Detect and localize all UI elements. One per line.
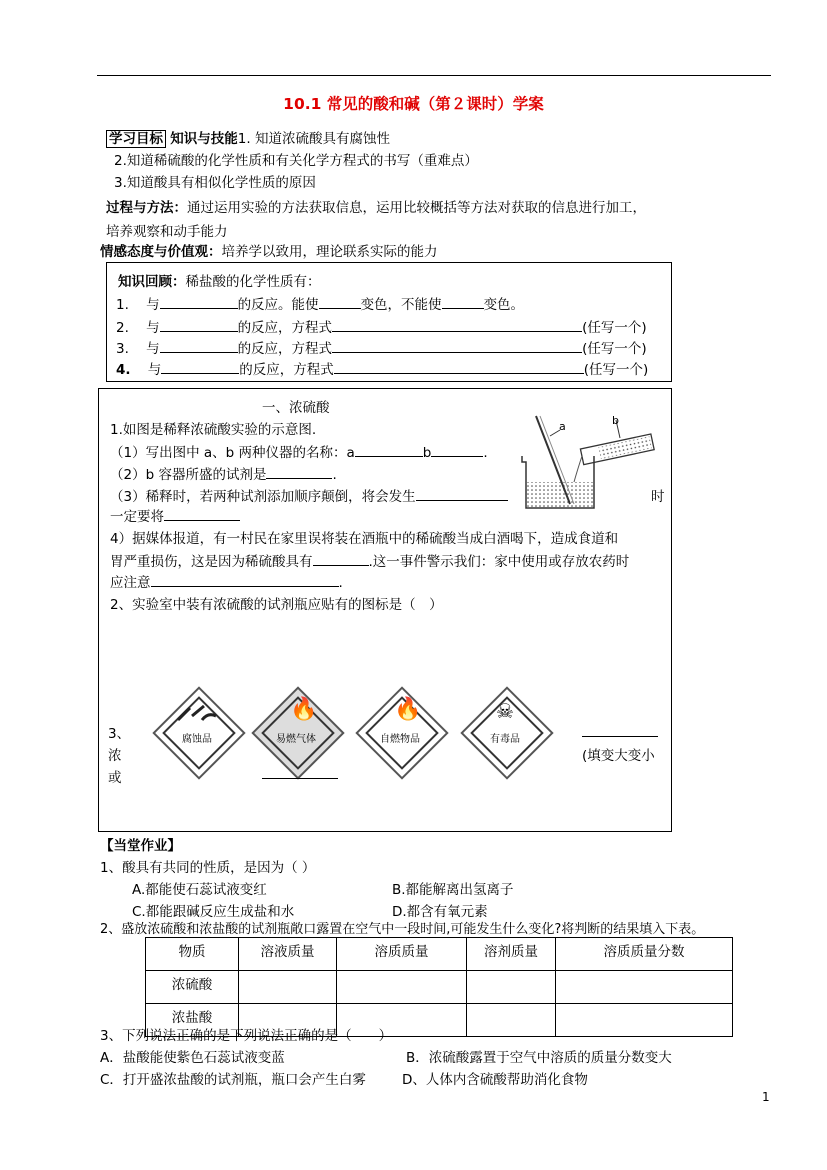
table-header-row bbox=[146, 938, 733, 971]
toxic-icon: ☠ bbox=[496, 699, 514, 723]
objectives-line1 bbox=[106, 127, 390, 147]
objective-1: 1. 知道浓硫酸具有腐蚀性 bbox=[237, 131, 390, 147]
hw-q1-option-c[interactable]: C.都能跟碱反应生成盐和水 bbox=[132, 904, 295, 920]
objective-2: 2.知道稀硫酸的化学性质和有关化学方程式的书写（重难点） bbox=[114, 153, 478, 169]
q4-text: .这一事件警示我们：家中使用或存放农药时 bbox=[368, 554, 630, 570]
item-text: (任写一个) bbox=[582, 320, 647, 336]
blank[interactable] bbox=[164, 506, 240, 521]
q4-text: 应注意 bbox=[110, 575, 151, 591]
dilution-diagram bbox=[514, 412, 664, 512]
page-number: 1 bbox=[762, 1090, 770, 1104]
table-header: 溶剂质量 bbox=[467, 938, 556, 971]
item-num: 1. bbox=[116, 297, 129, 313]
q1-3 bbox=[110, 485, 508, 505]
item-text: 的反应。能使 bbox=[237, 297, 319, 313]
blank[interactable] bbox=[161, 359, 239, 374]
blank[interactable] bbox=[160, 338, 238, 353]
hw-q1-option-b[interactable]: B.都能解离出氢离子 bbox=[392, 882, 514, 898]
q3-line2-end: (填变大变小 bbox=[582, 748, 655, 764]
change-table bbox=[145, 937, 733, 1037]
q1-3b-text: 一定要将 bbox=[110, 509, 164, 525]
hw-q3-option-d[interactable]: D、人体内含硫酸帮助消化食物 bbox=[402, 1072, 588, 1088]
hw-q3: 3、下列说法正确的是下列说法正确的是（ ） bbox=[100, 1028, 393, 1044]
item-text: 与 bbox=[146, 297, 160, 313]
objectives-box-label: 学习目标 bbox=[106, 130, 166, 148]
blank[interactable] bbox=[355, 442, 423, 457]
knowledge-label: 知识与技能 bbox=[170, 131, 238, 147]
q1-1: （1）写出图中 a、b 两种仪器的名称：a b . bbox=[110, 441, 488, 461]
blank[interactable] bbox=[160, 294, 238, 309]
label-a: a bbox=[559, 420, 566, 433]
blank[interactable] bbox=[442, 294, 484, 309]
blank[interactable] bbox=[416, 486, 508, 501]
q4-line2 bbox=[110, 550, 629, 570]
q1-2: （2）b 容器所盛的试剂是 . bbox=[110, 463, 337, 483]
blank[interactable] bbox=[313, 551, 369, 566]
sign-label: 自燃物品 bbox=[380, 734, 420, 745]
item-text: (任写一个) bbox=[582, 341, 647, 357]
hw-q3-option-c[interactable]: C．打开盛浓盐酸的试剂瓶，瓶口会产生白雾 bbox=[100, 1072, 366, 1088]
q2-text: 2、实验室中装有浓硫酸的试剂瓶应贴有的图标是（ ） bbox=[110, 597, 443, 613]
q1-3b bbox=[110, 505, 240, 525]
emotion-line bbox=[100, 240, 438, 260]
page-title: 10.1 常见的酸和碱（第２课时）学案 bbox=[283, 95, 544, 113]
item-text: 与 bbox=[147, 362, 162, 378]
table-row-label: 浓盐酸 bbox=[146, 1004, 239, 1037]
blank[interactable] bbox=[266, 464, 332, 479]
q1-1-b: b bbox=[422, 445, 432, 461]
review-intro bbox=[118, 270, 321, 290]
review-item-4 bbox=[116, 358, 648, 378]
spontaneous-combustion-icon: 🔥 bbox=[394, 697, 422, 722]
blank[interactable] bbox=[160, 317, 238, 332]
item-num: 4. bbox=[116, 362, 131, 378]
q4-line1: 4）据媒体报道，有一村民在家里误将装在酒瓶中的稀硫酸当成白酒喝下，造成食道和 bbox=[110, 531, 619, 547]
section1-heading: 一、浓硫酸 bbox=[262, 400, 330, 416]
review-intro-text: 稀盐酸的化学性质有： bbox=[185, 274, 321, 290]
blank[interactable] bbox=[334, 359, 584, 374]
item-num: 3. bbox=[116, 341, 129, 357]
table-cell[interactable] bbox=[556, 971, 733, 1004]
homework-heading: 【当堂作业】 bbox=[100, 838, 181, 854]
flammable-gas-icon: 🔥 bbox=[290, 697, 318, 722]
table-cell[interactable] bbox=[467, 1004, 556, 1037]
table-cell[interactable] bbox=[556, 1004, 733, 1037]
hw-q1-option-a[interactable]: A.都能使石蕊试液变红 bbox=[132, 882, 267, 898]
process-text2: 培养观察和动手能力 bbox=[106, 224, 228, 240]
item-text: 的反应，方程式 bbox=[237, 341, 333, 357]
table-row bbox=[146, 971, 733, 1004]
emotion-label: 情感态度与价值观： bbox=[100, 244, 222, 260]
blank[interactable] bbox=[582, 722, 658, 737]
sign-label: 有毒品 bbox=[490, 734, 520, 745]
process-line bbox=[106, 196, 646, 216]
q4-text: 胃严重损伤，这是因为稀硫酸具有 bbox=[110, 554, 313, 570]
blank[interactable] bbox=[431, 442, 483, 457]
q1-3-tail: 时 bbox=[651, 489, 665, 505]
objective-3: 3.知道酸具有相似化学性质的原因 bbox=[114, 175, 316, 191]
blank[interactable] bbox=[262, 764, 338, 779]
sign-label: 腐蚀品 bbox=[182, 734, 212, 745]
table-cell[interactable] bbox=[337, 971, 467, 1004]
q3-line3-start: 或 bbox=[108, 770, 122, 786]
hw-q3-option-a[interactable]: A．盐酸能使紫色石蕊试液变蓝 bbox=[100, 1050, 285, 1066]
table-header: 溶质质量 bbox=[337, 938, 467, 971]
q1-text: 1.如图是稀释浓硫酸实验的示意图. bbox=[110, 422, 317, 438]
item-text: 变色，不能使 bbox=[360, 297, 442, 313]
review-item-3 bbox=[116, 337, 647, 357]
corrosive-icon bbox=[172, 702, 222, 726]
item-text: (任写一个) bbox=[583, 362, 649, 378]
q3-blank-2 bbox=[262, 764, 338, 783]
q4-line3: 应注意 . bbox=[110, 571, 343, 591]
item-text: 的反应，方程式 bbox=[239, 362, 334, 378]
item-text: 与 bbox=[146, 341, 160, 357]
q3-line2-start: 浓 bbox=[108, 748, 122, 764]
review-item-2 bbox=[116, 316, 647, 336]
blank[interactable] bbox=[332, 317, 582, 332]
emotion-text: 培养学以致用，理论联系实际的能力 bbox=[221, 244, 438, 260]
item-num: 2. bbox=[116, 320, 129, 336]
table-cell[interactable] bbox=[467, 971, 556, 1004]
item-text: 与 bbox=[146, 320, 160, 336]
review-label: 知识回顾： bbox=[118, 274, 186, 290]
q3-start: 3、 bbox=[108, 726, 131, 742]
sign-label: 易燃气体 bbox=[276, 734, 316, 745]
hw-q2: 2、盛放浓硫酸和浓盐酸的试剂瓶敞口露置在空气中一段时间,可能发生什么变化?将判断的结果填入下表。 bbox=[100, 922, 705, 937]
q1-2-text: （2）b 容器所盛的试剂是 bbox=[110, 467, 267, 483]
table-cell[interactable] bbox=[239, 971, 337, 1004]
hw-q1-option-d[interactable]: D.都含有氧元素 bbox=[392, 904, 488, 920]
table-header: 物质 bbox=[146, 938, 239, 971]
label-b: b bbox=[612, 414, 619, 427]
top-rule bbox=[97, 75, 771, 76]
q1-1-text: （1）写出图中 a、b 两种仪器的名称：a bbox=[110, 445, 355, 461]
blank[interactable] bbox=[151, 572, 339, 587]
table-row-label: 浓硫酸 bbox=[146, 971, 239, 1004]
process-text: 通过运用实验的方法获取信息，运用比较概括等方法对获取的信息进行加工， bbox=[187, 200, 646, 216]
hw-q1: 1、酸具有共同的性质，是因为（ ） bbox=[100, 860, 316, 876]
item-text: 变色。 bbox=[483, 297, 525, 313]
process-label: 过程与方法： bbox=[106, 200, 187, 216]
table-header: 溶质质量分数 bbox=[556, 938, 733, 971]
q3-blank bbox=[582, 722, 658, 741]
blank[interactable] bbox=[319, 294, 361, 309]
blank[interactable] bbox=[332, 338, 582, 353]
item-text: 的反应，方程式 bbox=[237, 320, 333, 336]
q1-3-text: （3）稀释时，若两种试剂添加顺序颠倒，将会发生 bbox=[110, 489, 416, 505]
review-item-1 bbox=[116, 293, 524, 313]
table-header: 溶液质量 bbox=[239, 938, 337, 971]
hw-q3-option-b[interactable]: B．浓硫酸露置于空气中溶质的质量分数变大 bbox=[406, 1050, 672, 1066]
